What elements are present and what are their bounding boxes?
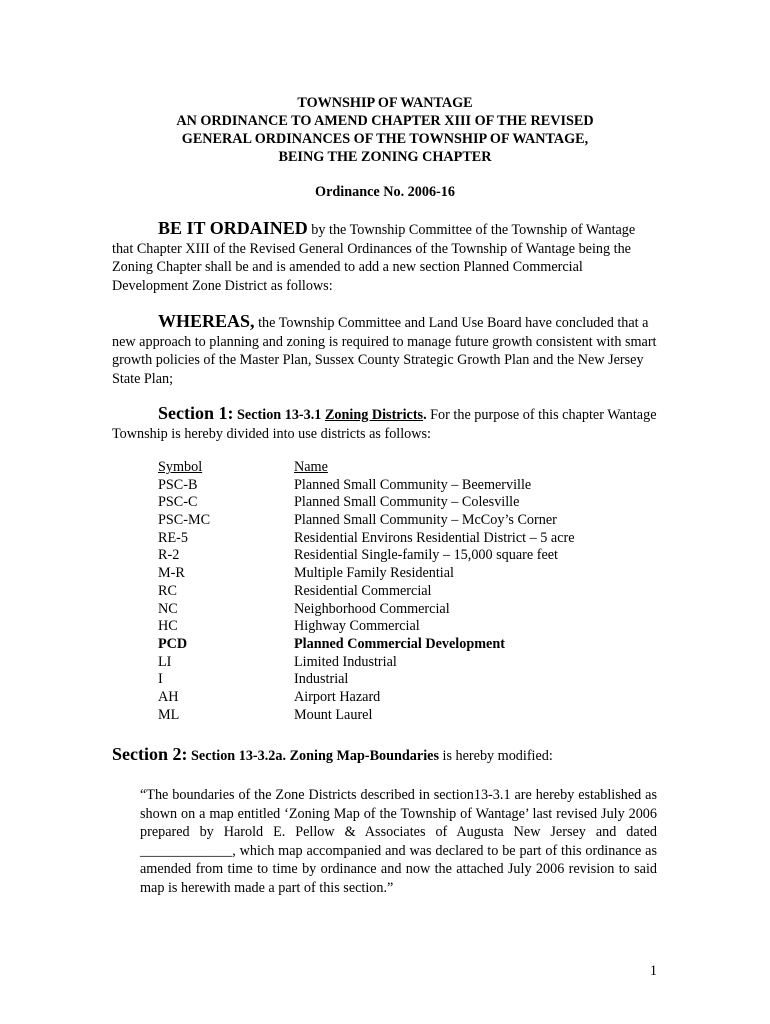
district-name: Neighborhood Commercial	[294, 600, 450, 617]
whereas-lead: WHEREAS,	[158, 311, 255, 331]
district-row	[158, 547, 638, 565]
section-1-label: Section 1:	[158, 403, 234, 423]
header-line-2: AN ORDINANCE TO AMEND CHAPTER XIII OF THE REVISED	[176, 113, 594, 129]
district-name: Industrial	[294, 671, 349, 688]
district-symbol: RC	[158, 582, 177, 599]
section-1-title-prefix: Section 13-3.1	[233, 407, 325, 423]
district-row	[158, 654, 638, 672]
ordained-paragraph	[112, 219, 658, 295]
district-symbol: R-2	[158, 547, 180, 564]
header-line-1: TOWNSHIP OF WANTAGE	[297, 95, 473, 111]
district-row	[158, 601, 638, 619]
section-1-title-suffix: .	[423, 407, 427, 423]
section-1-text: For the purpose of this chapter Wantage Township is hereby divided into use districts as follows:	[112, 407, 657, 442]
district-symbol: PCD	[158, 635, 188, 652]
district-symbol: M-R	[158, 565, 185, 582]
header-line-4: BEING THE ZONING CHAPTER	[278, 149, 492, 165]
district-table-header	[158, 459, 638, 477]
section-1-paragraph	[112, 404, 658, 443]
district-symbol: PSC-C	[158, 494, 198, 511]
district-name: Limited Industrial	[294, 653, 397, 670]
district-row	[158, 477, 638, 495]
document-header	[112, 94, 658, 166]
district-row	[158, 618, 638, 636]
section-2-heading	[112, 745, 658, 765]
district-name: Planned Small Community – McCoy’s Corner	[294, 512, 557, 529]
district-name: Airport Hazard	[294, 688, 381, 705]
district-name: Residential Single-family – 15,000 square feet	[294, 547, 558, 564]
district-name: Multiple Family Residential	[294, 565, 454, 582]
whereas-text: the Township Committee and Land Use Board have concluded that a new approach to planning and zoning is required to manage future growth consistent with smart growth policies of the Master Plan, Sussex County Strategic Growth Plan and the New Jersey State Plan;	[112, 315, 657, 387]
ordained-lead: BE IT ORDAINED	[158, 218, 308, 238]
section-1-title: Zoning Districts	[324, 407, 424, 423]
section-2-quote: “The boundaries of the Zone Districts described in section13-3.1 are hereby established as shown on a map entitled ‘Zoning Map of the Township of Wantage’ last revised July 2006 prepared by Harold E. Pellow & Associates of Augusta New Jersey and dated _____________, which map accompanied and was declared to be part of this ordinance as amended from time to time by ordinance and now the attached July 2006 revision to said map is herewith made a part of this section.”	[140, 787, 657, 896]
district-row	[158, 583, 638, 601]
district-row	[158, 671, 638, 689]
district-name: Highway Commercial	[294, 618, 420, 635]
district-name: Residential Environs Residential District – 5 acre	[294, 529, 575, 546]
district-name: Planned Small Community – Beemerville	[294, 476, 532, 493]
district-symbol: NC	[158, 600, 178, 617]
whereas-paragraph	[112, 312, 658, 388]
district-name: Residential Commercial	[294, 582, 432, 599]
district-symbol: HC	[158, 618, 178, 635]
district-table	[158, 459, 638, 724]
district-symbol: RE-5	[158, 529, 188, 546]
ordained-text: by the Township Committee of the Township of Wantage that Chapter XIII of the Revised General Ordinances of the Township of Wantage being the Zoning Chapter shall be and is amended to add a new section Planned Commercial Development Zone District as follows:	[112, 222, 636, 294]
ordinance-number: Ordinance No. 2006-16	[315, 184, 455, 200]
district-row	[158, 707, 638, 725]
district-symbol: ML	[158, 706, 180, 723]
district-row	[158, 689, 638, 707]
district-symbol: PSC-B	[158, 476, 198, 493]
district-row-highlighted	[158, 636, 638, 654]
symbol-column-header: Symbol	[158, 459, 203, 475]
district-name: Planned Commercial Development	[294, 635, 505, 652]
district-row	[158, 512, 638, 530]
section-2-text: is hereby modified:	[438, 748, 553, 764]
header-line-3: GENERAL ORDINANCES OF THE TOWNSHIP OF WANTAGE,	[181, 131, 589, 147]
district-symbol: LI	[158, 653, 172, 670]
district-row	[158, 494, 638, 512]
district-row	[158, 530, 638, 548]
district-symbol: PSC-MC	[158, 512, 211, 529]
district-row	[158, 565, 638, 583]
district-symbol: AH	[158, 688, 179, 705]
section-2-title: Section 13-3.2a. Zoning Map-Boundaries	[187, 748, 439, 764]
district-name: Mount Laurel	[294, 706, 373, 723]
section-2-label: Section 2:	[112, 744, 188, 764]
page-number: 1	[649, 963, 657, 979]
name-column-header: Name	[294, 459, 328, 475]
district-name: Planned Small Community – Colesville	[294, 494, 520, 511]
district-symbol: I	[158, 671, 163, 688]
